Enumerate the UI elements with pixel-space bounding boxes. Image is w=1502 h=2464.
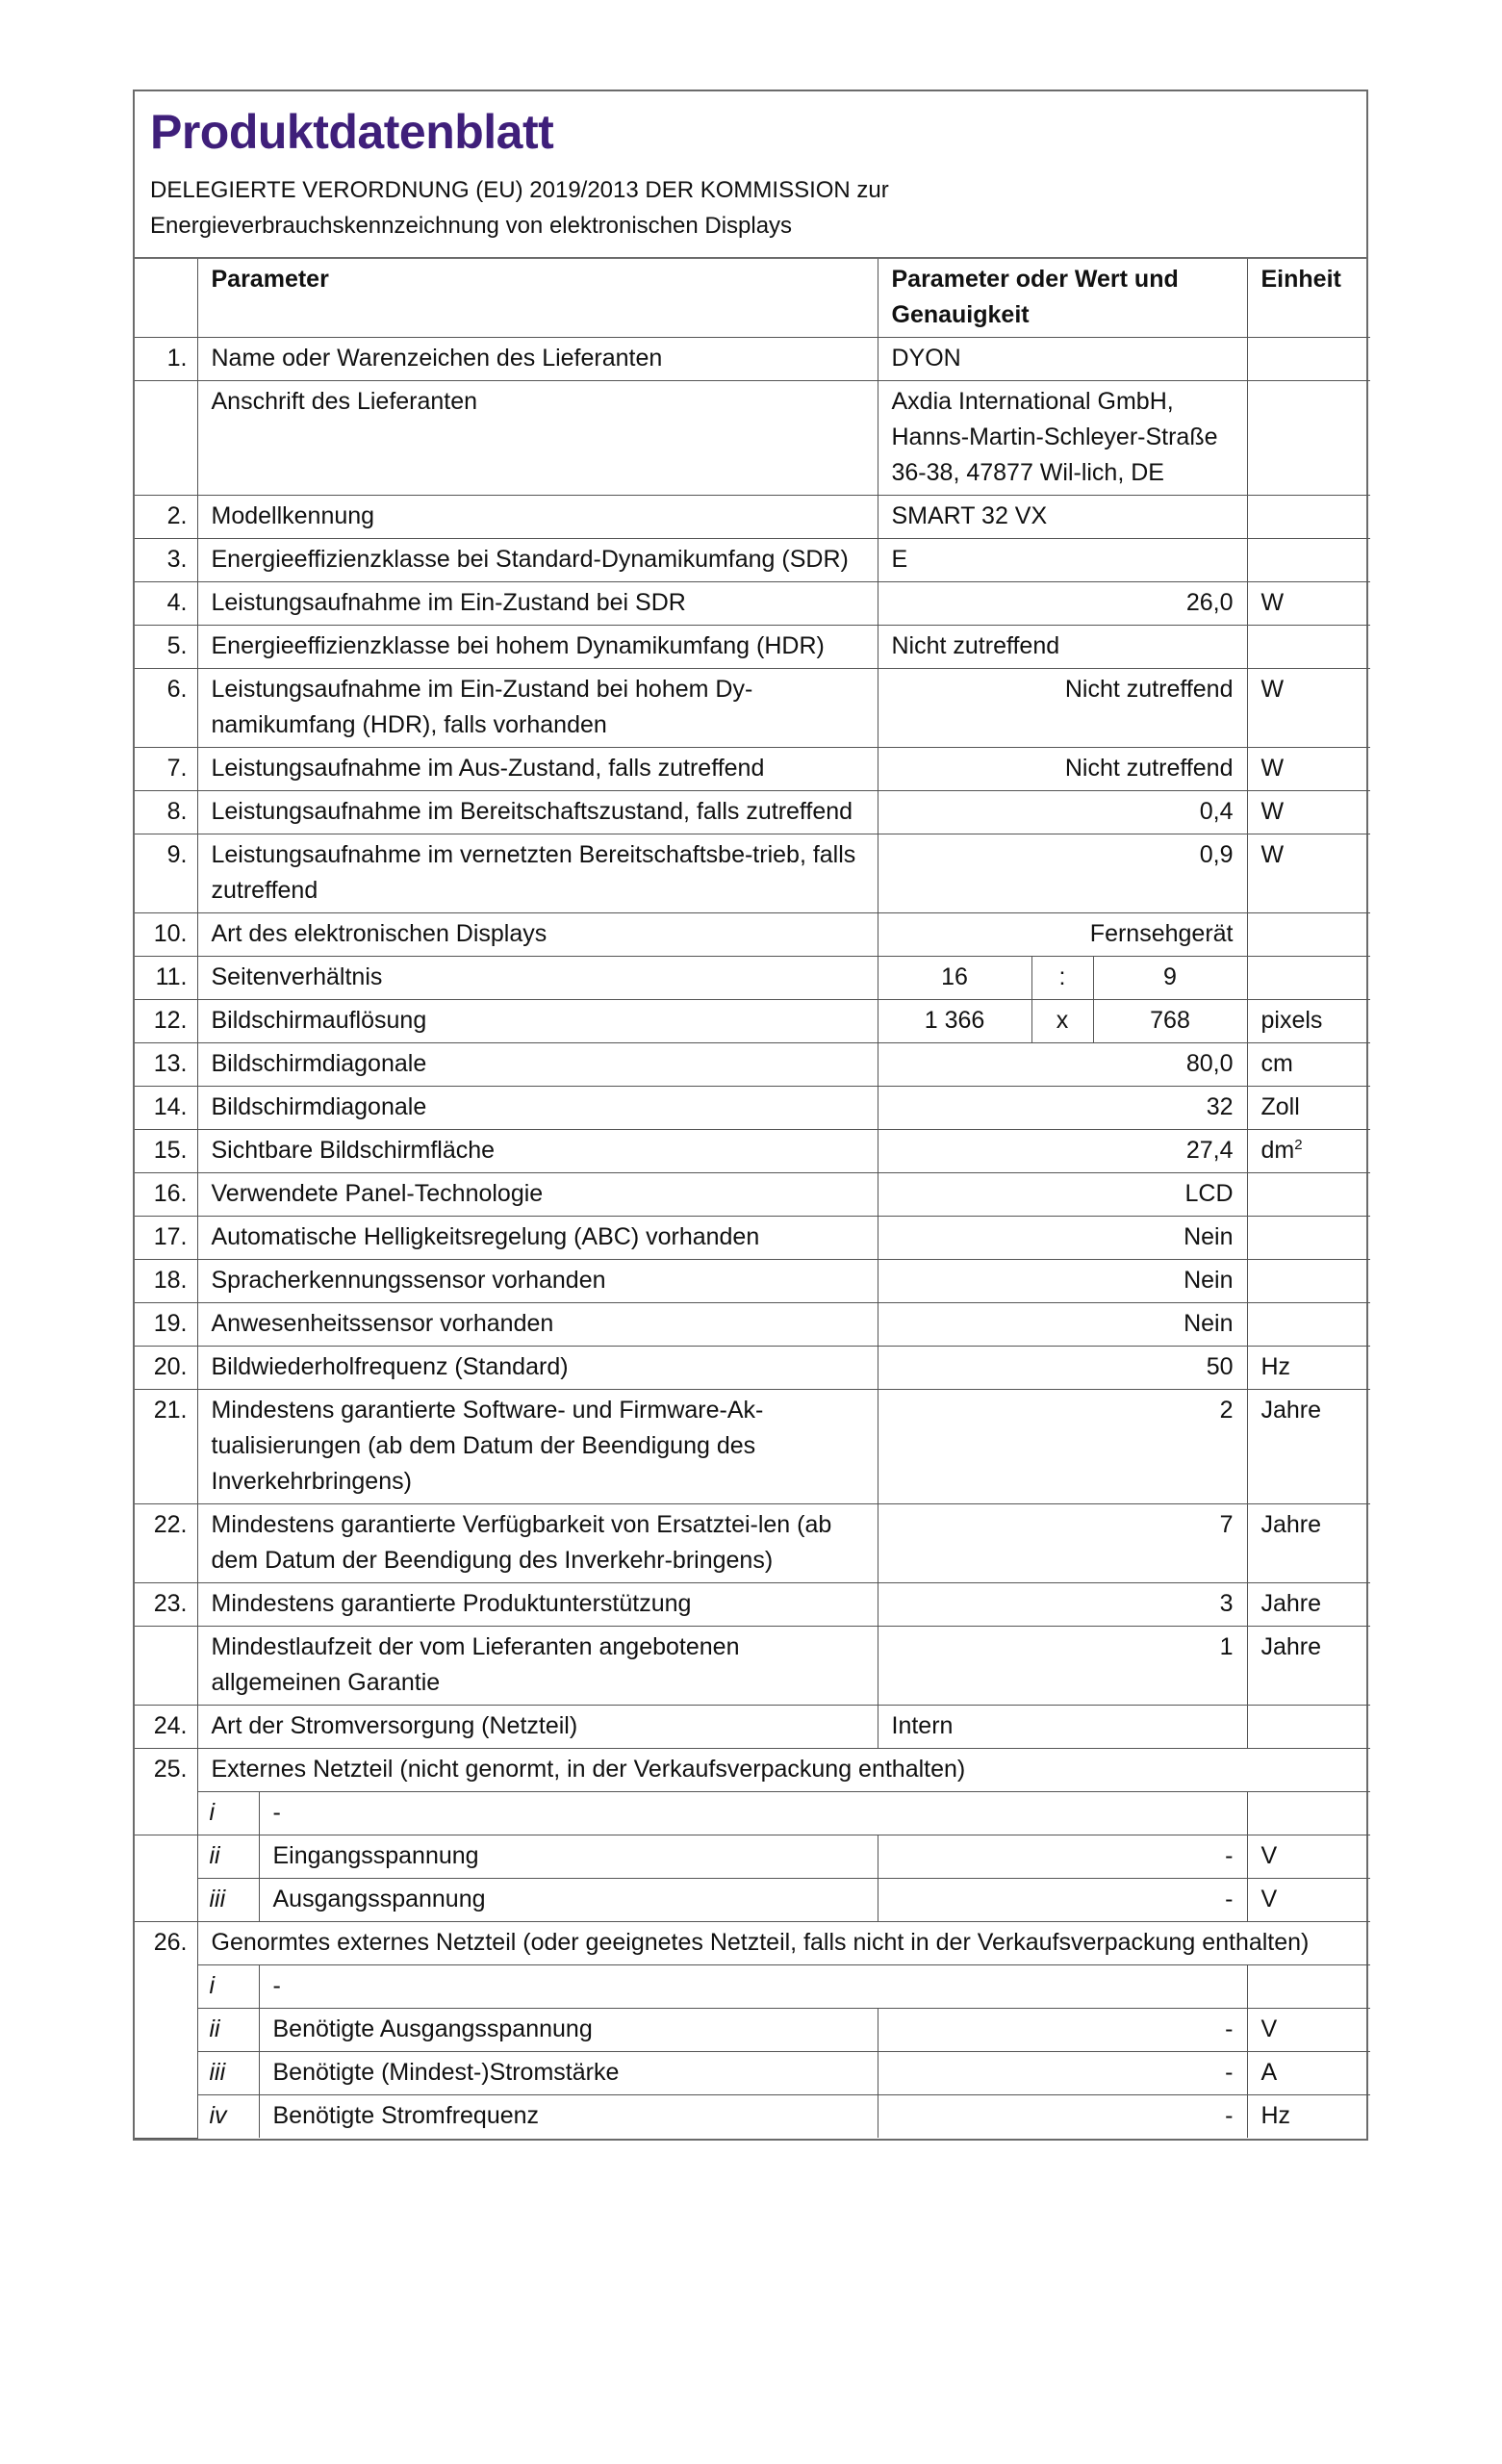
unit: [1247, 338, 1370, 381]
unit: V: [1247, 1879, 1370, 1922]
value-part-b: 9: [1093, 957, 1247, 1000]
parameter-label: Mindestlaufzeit der vom Lieferanten angebotenen allgemeinen Garantie: [197, 1627, 878, 1706]
sub-row: [135, 2052, 1370, 2095]
table-row: [135, 582, 1370, 626]
row-number: 4.: [135, 582, 197, 626]
parameter-value: 1: [878, 1627, 1247, 1706]
sub-row: [135, 1835, 1370, 1879]
value-part-b: 768: [1093, 1000, 1247, 1043]
parameter-value: Intern: [878, 1706, 1247, 1749]
unit: Jahre: [1247, 1390, 1370, 1504]
row-number: 11.: [135, 957, 197, 1000]
value-part-a: 16: [878, 957, 1031, 1000]
sub-label: Benötigte Stromfrequenz: [259, 2095, 878, 2139]
row-number: [135, 381, 197, 496]
parameter-label: Modellkennung: [197, 496, 878, 539]
parameter-value: 0,4: [878, 791, 1247, 834]
row-number: 24.: [135, 1706, 197, 1749]
parameter-label: Mindestens garantierte Produktunterstützung: [197, 1583, 878, 1627]
unit: Jahre: [1247, 1627, 1370, 1706]
parameter-value: Nicht zutreffend: [878, 748, 1247, 791]
row-number: 10.: [135, 913, 197, 957]
unit: W: [1247, 669, 1370, 748]
parameter-value: 26,0: [878, 582, 1247, 626]
unit: cm: [1247, 1043, 1370, 1087]
header-parameter: Parameter: [197, 259, 878, 338]
unit: [1247, 381, 1370, 496]
parameter-label: Art des elektronischen Displays: [197, 913, 878, 957]
parameter-value: 50: [878, 1347, 1247, 1390]
row-number: 1.: [135, 338, 197, 381]
parameter-value: Nicht zutreffend: [878, 669, 1247, 748]
product-data-sheet: [133, 90, 1368, 2141]
row-number: 15.: [135, 1130, 197, 1173]
parameter-value: 0,9: [878, 834, 1247, 913]
sub-value: -: [878, 1879, 1247, 1922]
table-row: [135, 626, 1370, 669]
unit: [1247, 496, 1370, 539]
sub-label: -: [259, 1792, 1247, 1835]
parameter-label: Energieeffizienzklasse bei hohem Dynamikumfang (HDR): [197, 626, 878, 669]
table-row: [135, 1347, 1370, 1390]
table-header-row: [135, 259, 1370, 338]
parameter-label: Spracherkennungssensor vorhanden: [197, 1260, 878, 1303]
table-row: [135, 1627, 1370, 1706]
sub-label: Eingangsspannung: [259, 1835, 878, 1879]
unit: [1247, 913, 1370, 957]
row-number: 19.: [135, 1303, 197, 1347]
parameter-value: 80,0: [878, 1043, 1247, 1087]
sub-value: -: [878, 2009, 1247, 2052]
unit: W: [1247, 791, 1370, 834]
table-row: [135, 1087, 1370, 1130]
unit: [1247, 1792, 1370, 1835]
unit: Jahre: [1247, 1504, 1370, 1583]
parameter-value: SMART 32 VX: [878, 496, 1247, 539]
parameter-label: Bildschirmdiagonale: [197, 1087, 878, 1130]
parameter-value: 3: [878, 1583, 1247, 1627]
sub-row: [135, 1879, 1370, 1922]
row-number: 7.: [135, 748, 197, 791]
parameter-label: Sichtbare Bildschirmfläche: [197, 1130, 878, 1173]
row-number: 14.: [135, 1087, 197, 1130]
unit-superscript: 2: [1294, 1137, 1303, 1153]
parameter-label: Name oder Warenzeichen des Lieferanten: [197, 338, 878, 381]
unit: [1247, 539, 1370, 582]
sub-row: [135, 2009, 1370, 2052]
sub-label: Benötigte Ausgangsspannung: [259, 2009, 878, 2052]
table-row: [135, 1043, 1370, 1087]
table-row: [135, 1217, 1370, 1260]
parameter-label: Mindestens garantierte Verfügbarkeit von Ersatztei-len (ab dem Datum der Beendigung des Inverkehr-bringens): [197, 1504, 878, 1583]
table-row: [135, 1706, 1370, 1749]
table-row: [135, 1130, 1370, 1173]
sub-value: -: [878, 2052, 1247, 2095]
section-title: Genormtes externes Netzteil (oder geeignetes Netzteil, falls nicht in der Verkaufsverpackung enthalten): [197, 1922, 1370, 1965]
row-number: 12.: [135, 1000, 197, 1043]
sub-value: -: [878, 2095, 1247, 2139]
table-row: [135, 1260, 1370, 1303]
parameter-label: Bildschirmdiagonale: [197, 1043, 878, 1087]
parameter-label: Anschrift des Lieferanten: [197, 381, 878, 496]
row-number: 25.: [135, 1749, 197, 1792]
parameter-label: Verwendete Panel-Technologie: [197, 1173, 878, 1217]
row-number: 26.: [135, 1922, 197, 2139]
roman-index: i: [197, 1792, 259, 1835]
unit: [1247, 1173, 1370, 1217]
unit: W: [1247, 834, 1370, 913]
unit: [1247, 1303, 1370, 1347]
parameter-value: Nicht zutreffend: [878, 626, 1247, 669]
unit: A: [1247, 2052, 1370, 2095]
parameter-label: Leistungsaufnahme im vernetzten Bereitschaftsbe-trieb, falls zutreffend: [197, 834, 878, 913]
unit: [1247, 1706, 1370, 1749]
row-number: 2.: [135, 496, 197, 539]
table-row: [135, 1390, 1370, 1504]
sub-value: -: [878, 1835, 1247, 1879]
parameter-label: Automatische Helligkeitsregelung (ABC) vorhanden: [197, 1217, 878, 1260]
sheet-header: [135, 91, 1366, 259]
row-number: 22.: [135, 1504, 197, 1583]
row-number: 16.: [135, 1173, 197, 1217]
unit: V: [1247, 2009, 1370, 2052]
sub-label: -: [259, 1965, 1247, 2009]
table-row: [135, 1173, 1370, 1217]
parameter-label: Art der Stromversorgung (Netzteil): [197, 1706, 878, 1749]
roman-index: ii: [197, 1835, 259, 1879]
row-number: [135, 1627, 197, 1706]
table-row: [135, 496, 1370, 539]
unit: Hz: [1247, 1347, 1370, 1390]
parameter-value: Nein: [878, 1217, 1247, 1260]
parameter-label: Leistungsaufnahme im Bereitschaftszustand, falls zutreffend: [197, 791, 878, 834]
parameter-label: Bildwiederholfrequenz (Standard): [197, 1347, 878, 1390]
row-number-empty: [135, 1879, 197, 1922]
table-row: [135, 748, 1370, 791]
table-row: [135, 338, 1370, 381]
sub-row: [135, 2095, 1370, 2139]
table-row: [135, 957, 1370, 1000]
row-number: 18.: [135, 1260, 197, 1303]
parameter-value: Nein: [878, 1260, 1247, 1303]
header-value: Parameter oder Wert und Genauigkeit: [878, 259, 1247, 338]
roman-index: ii: [197, 2009, 259, 2052]
unit: [1247, 626, 1370, 669]
header-unit: Einheit: [1247, 259, 1370, 338]
section-title: Externes Netzteil (nicht genormt, in der Verkaufsverpackung enthalten): [197, 1749, 1370, 1792]
row-number: 17.: [135, 1217, 197, 1260]
sub-row: [135, 1965, 1370, 2009]
table-row: [135, 834, 1370, 913]
parameter-label: Leistungsaufnahme im Ein-Zustand bei hohem Dy-namikumfang (HDR), falls vorhanden: [197, 669, 878, 748]
row-number-empty: [135, 1835, 197, 1879]
parameter-label: Mindestens garantierte Software- und Firmware-Ak-tualisierungen (ab dem Datum der Beendigung des Inverkehrbringens): [197, 1390, 878, 1504]
table-row: [135, 1583, 1370, 1627]
table-row: [135, 1000, 1370, 1043]
parameter-label: Leistungsaufnahme im Aus-Zustand, falls zutreffend: [197, 748, 878, 791]
row-number: 3.: [135, 539, 197, 582]
roman-index: i: [197, 1965, 259, 2009]
unit: [1247, 1260, 1370, 1303]
unit: [1247, 1130, 1370, 1173]
sub-row: [135, 1792, 1370, 1835]
unit: [1247, 957, 1370, 1000]
row-number: 6.: [135, 669, 197, 748]
value-separator: x: [1031, 1000, 1093, 1043]
parameter-label: Energieeffizienzklasse bei Standard-Dynamikumfang (SDR): [197, 539, 878, 582]
parameter-value: 2: [878, 1390, 1247, 1504]
row-number: 20.: [135, 1347, 197, 1390]
section-25-title-row: [135, 1749, 1370, 1792]
parameter-label: Seitenverhältnis: [197, 957, 878, 1000]
parameter-value: 27,4: [878, 1130, 1247, 1173]
row-number: 9.: [135, 834, 197, 913]
row-number: 8.: [135, 791, 197, 834]
parameter-value: 32: [878, 1087, 1247, 1130]
parameter-label: Leistungsaufnahme im Ein-Zustand bei SDR: [197, 582, 878, 626]
table-row: [135, 381, 1370, 496]
unit: Hz: [1247, 2095, 1370, 2139]
unit: V: [1247, 1835, 1370, 1879]
unit: W: [1247, 748, 1370, 791]
value-part-a: 1 366: [878, 1000, 1031, 1043]
parameter-value: 7: [878, 1504, 1247, 1583]
parameter-value: DYON: [878, 338, 1247, 381]
unit: [1247, 1965, 1370, 2009]
sub-label: Benötigte (Mindest-)Stromstärke: [259, 2052, 878, 2095]
unit: [1247, 1217, 1370, 1260]
row-number: 5.: [135, 626, 197, 669]
parameter-value: Axdia International GmbH, Hanns-Martin-Schleyer-Straße 36-38, 47877 Wil-lich, DE: [878, 381, 1247, 496]
table-row: [135, 539, 1370, 582]
table-row: [135, 1504, 1370, 1583]
parameter-table: [135, 259, 1370, 2139]
sub-label: Ausgangsspannung: [259, 1879, 878, 1922]
regulation-line-1: DELEGIERTE VERORDNUNG (EU) 2019/2013 DER KOMMISSION zur: [150, 177, 889, 203]
table-row: [135, 669, 1370, 748]
roman-index: iii: [197, 1879, 259, 1922]
page-title: Produktdatenblatt: [150, 105, 554, 159]
table-row: [135, 791, 1370, 834]
roman-index: iv: [197, 2095, 259, 2139]
row-number: 13.: [135, 1043, 197, 1087]
table-row: [135, 913, 1370, 957]
parameter-label: Bildschirmauflösung: [197, 1000, 878, 1043]
parameter-value: LCD: [878, 1173, 1247, 1217]
parameter-value: Fernsehgerät: [878, 913, 1247, 957]
unit: pixels: [1247, 1000, 1370, 1043]
row-number: 23.: [135, 1583, 197, 1627]
parameter-value: Nein: [878, 1303, 1247, 1347]
unit: Zoll: [1247, 1087, 1370, 1130]
header-num: [135, 259, 197, 338]
parameter-label: Anwesenheitssensor vorhanden: [197, 1303, 878, 1347]
unit: Jahre: [1247, 1583, 1370, 1627]
regulation-line-2: Energieverbrauchskennzeichnung von elektronischen Displays: [150, 213, 793, 239]
row-number-empty: [135, 1792, 197, 1835]
unit: W: [1247, 582, 1370, 626]
row-number: 21.: [135, 1390, 197, 1504]
roman-index: iii: [197, 2052, 259, 2095]
parameter-value: E: [878, 539, 1247, 582]
section-26-title-row: [135, 1922, 1370, 1965]
table-row: [135, 1303, 1370, 1347]
value-separator: :: [1031, 957, 1093, 1000]
unit-base: dm: [1260, 1137, 1295, 1164]
